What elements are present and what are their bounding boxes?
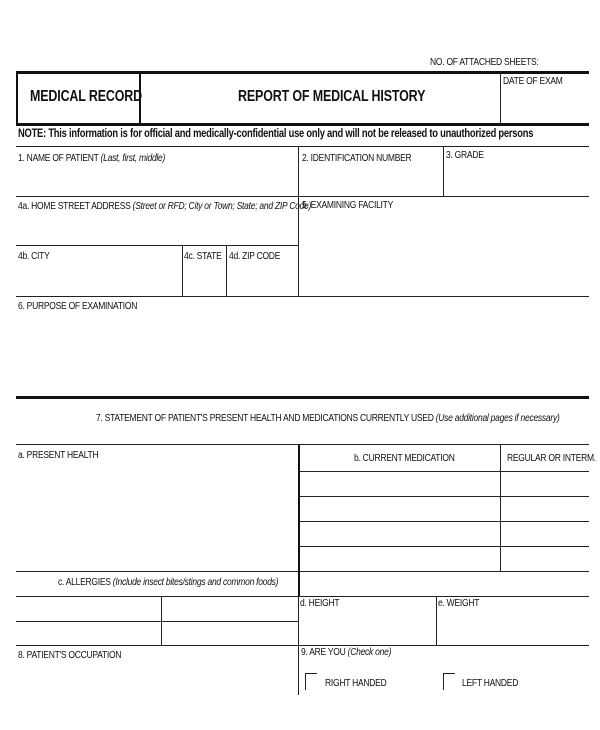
- name-input[interactable]: [18, 168, 294, 192]
- purpose-label: 6. PURPOSE OF EXAMINATION: [18, 301, 138, 312]
- address-input[interactable]: [18, 216, 294, 241]
- height-weight-divider: [436, 596, 437, 645]
- facility-label: 5. EXAMINING FACILITY: [302, 200, 394, 211]
- row2-rule: [16, 296, 589, 297]
- address-hint: (Street or RFD; City or Town; State; and ZIP Code): [132, 201, 312, 212]
- allergies-row-rule: [16, 621, 299, 622]
- purpose-input[interactable]: [18, 318, 586, 394]
- med-row-1: [299, 471, 589, 472]
- date-of-exam-input[interactable]: [503, 92, 587, 120]
- header-divider-2: [500, 71, 501, 126]
- weight-label: e. WEIGHT: [438, 598, 480, 609]
- med-reg-divider: [500, 445, 501, 571]
- right-handed-checkbox[interactable]: [305, 673, 317, 690]
- form-name: MEDICAL RECORD: [30, 88, 142, 105]
- name-hint: (Last, first, middle): [100, 153, 166, 164]
- col-divider-mid: [298, 147, 299, 297]
- row1-rule: [16, 196, 589, 197]
- note-rule: [16, 146, 589, 147]
- statement-rule: [16, 444, 589, 445]
- statement-hint: (Use additional pages if necessary): [435, 413, 560, 424]
- city-input[interactable]: [18, 266, 178, 292]
- are-you-label: 9. ARE YOU (Check one): [301, 647, 392, 658]
- present-health-input[interactable]: [18, 466, 294, 566]
- weight-input[interactable]: [440, 614, 586, 640]
- occupation-label: 8. PATIENT'S OCCUPATION: [18, 650, 122, 661]
- id-input[interactable]: [302, 168, 439, 192]
- grade-label: 3. GRADE: [446, 150, 484, 161]
- present-health-label: a. PRESENT HEALTH: [18, 450, 99, 461]
- header-top-rule: [16, 71, 589, 74]
- state-label: 4c. STATE: [184, 251, 222, 262]
- regular-interm-label: REGULAR OR INTERM.: [507, 453, 596, 464]
- state-input[interactable]: [185, 266, 223, 292]
- health-bottom-rule: [16, 571, 589, 572]
- left-handed-checkbox[interactable]: [443, 673, 455, 690]
- allergies-label: c. ALLERGIES (Include insect bites/stings and common foods): [58, 577, 279, 588]
- confidentiality-note: NOTE: This information is for official and medically-confidential use only and will not be released to unauthorized persons: [18, 126, 534, 140]
- zip-input[interactable]: [229, 266, 295, 292]
- facility-input[interactable]: [302, 216, 586, 292]
- occupation-input[interactable]: [18, 668, 294, 692]
- date-of-exam-label: DATE OF EXAM: [503, 76, 563, 87]
- address-rule: [16, 245, 299, 246]
- med-row-2: [299, 496, 589, 497]
- are-you-hint: (Check one): [347, 647, 392, 658]
- header-left-border: [16, 71, 18, 126]
- grade-input[interactable]: [446, 168, 586, 192]
- occupation-divider: [298, 645, 299, 695]
- allergies-rule: [16, 596, 589, 597]
- col-divider-grade: [443, 147, 444, 196]
- purpose-bottom-rule: [16, 396, 589, 399]
- height-input[interactable]: [302, 614, 432, 640]
- med-row-3: [299, 521, 589, 522]
- report-title: REPORT OF MEDICAL HISTORY: [238, 88, 426, 105]
- id-label: 2. IDENTIFICATION NUMBER: [302, 153, 412, 164]
- zip-label: 4d. ZIP CODE: [229, 251, 281, 262]
- allergies-hint: (Include insect bites/stings and common foods): [112, 577, 279, 588]
- height-label: d. HEIGHT: [300, 598, 340, 609]
- allergies-height-divider: [298, 596, 299, 645]
- city-label: 4b. CITY: [18, 251, 50, 262]
- attached-sheets-label: NO. OF ATTACHED SHEETS:: [430, 57, 539, 68]
- med-row-4: [299, 546, 589, 547]
- name-label: 1. NAME OF PATIENT (Last, first, middle): [18, 153, 166, 164]
- current-medication-label: b. CURRENT MEDICATION: [354, 453, 455, 464]
- statement-label: 7. STATEMENT OF PATIENT'S PRESENT HEALTH AND MEDICATIONS CURRENTLY USED (Use additional pages if necessary): [96, 413, 560, 424]
- state-zip-divider: [226, 245, 227, 297]
- right-handed-label: RIGHT HANDED: [325, 678, 387, 689]
- address-label: 4a. HOME STREET ADDRESS (Street or RFD; City or Town; State; and ZIP Code): [18, 201, 312, 212]
- left-handed-label: LEFT HANDED: [462, 678, 519, 689]
- city-state-divider: [182, 245, 183, 297]
- height-bottom-rule: [16, 645, 589, 646]
